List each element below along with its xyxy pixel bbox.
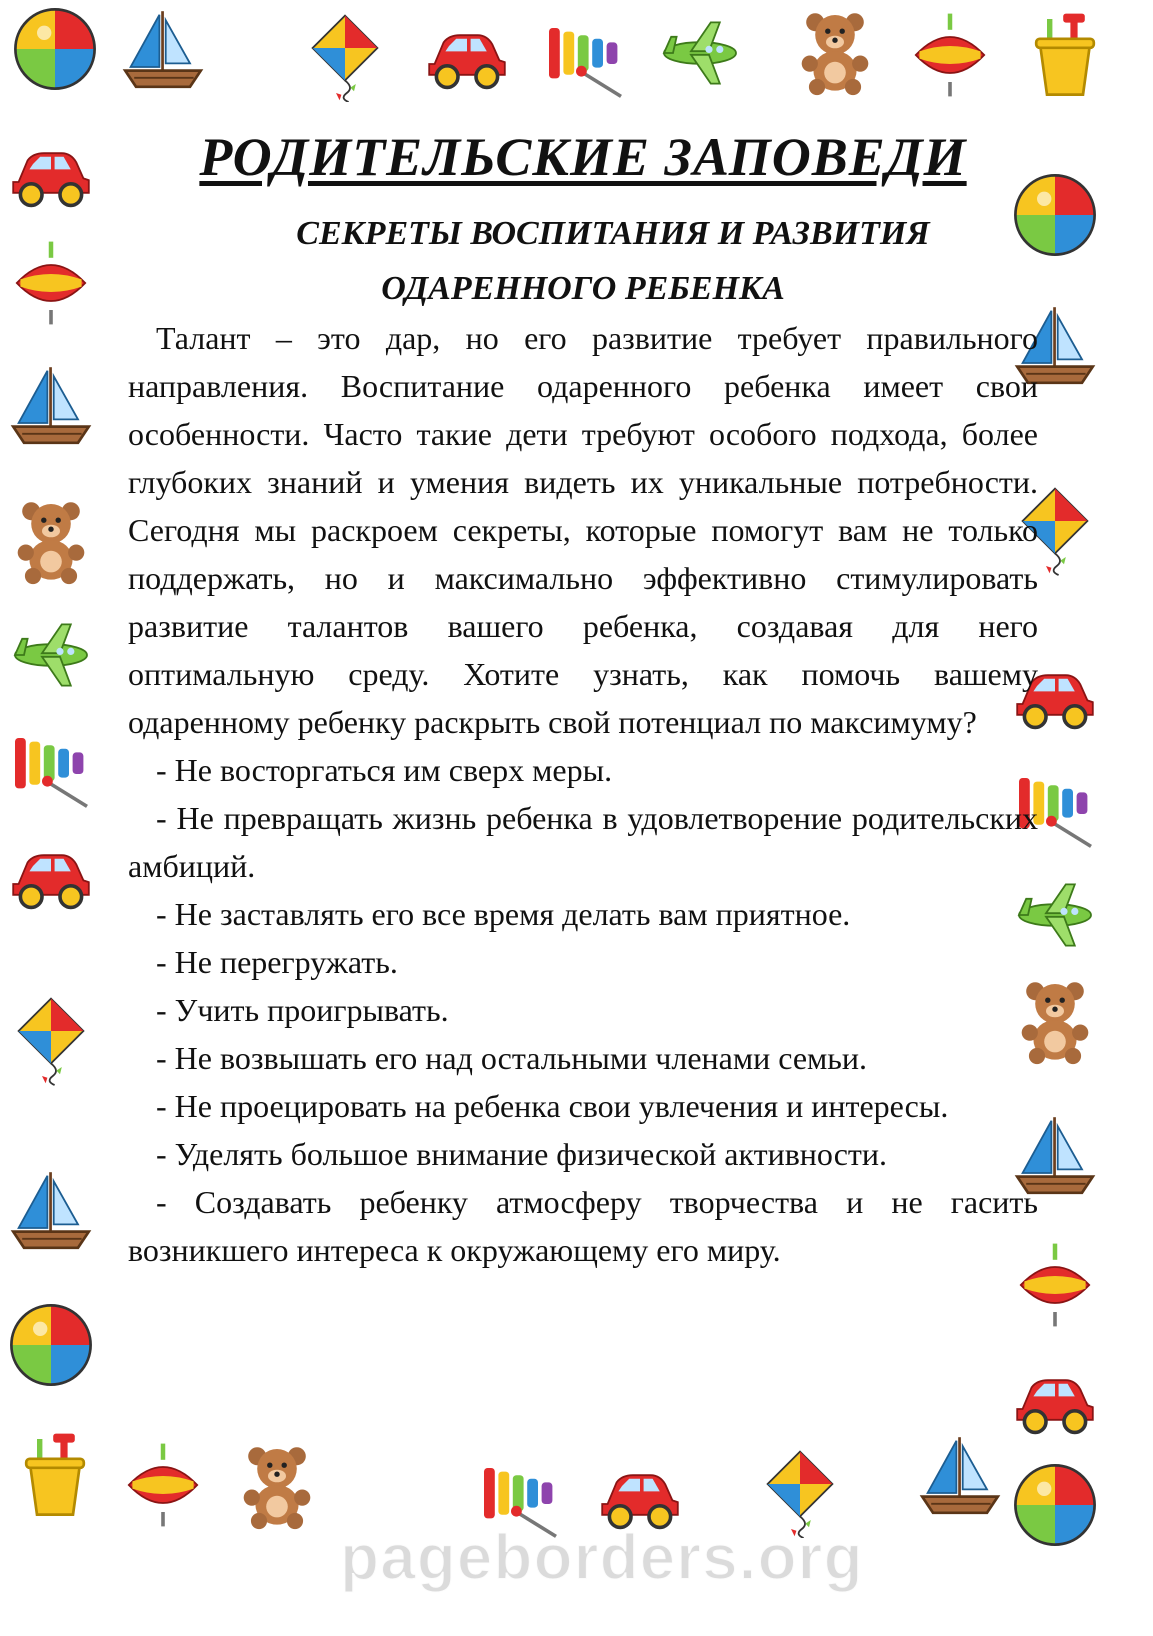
rule-item: - Не проецировать на ребенка свои увлечения и интересы. [156,1087,949,1124]
car-icon [422,10,512,100]
spinning-top-icon [6,238,96,328]
teddy-bear-icon [6,495,96,585]
page-title: РОДИТЕЛЬСКИЕ ЗАПОВЕДИ [199,127,967,187]
rule-item: - Не заставлять его все время делать вам приятное. [156,895,851,932]
rule-item: - Учить проигрывать. [156,991,449,1028]
teddy-bear-icon [232,1440,322,1530]
rules-list [128,746,1038,1274]
page-subtitle-line1: СЕКРЕТЫ ВОСПИТАНИЯ И РАЗВИТИЯ [296,214,930,252]
rule-item: - Не перегружать. [156,943,398,980]
airplane-icon [6,610,96,700]
sailboat-icon [915,1430,1005,1520]
kite-icon [290,12,400,102]
rule-item: - Не превращать жизнь ребенка в удовлетворение родительских амбиций. [128,799,1038,884]
rule-item: - Не возвышать его над остальными членами семьи. [156,1039,867,1076]
document-body [128,125,1038,1274]
ball-icon [10,4,100,94]
kite-icon [6,940,96,1140]
ball-icon [1010,1460,1100,1550]
car-icon [6,830,96,920]
car-icon [6,128,96,218]
car-icon [1010,1355,1100,1445]
sand-bucket-icon [10,1420,100,1530]
sailboat-icon [6,1165,96,1255]
teddy-bear-icon [790,6,880,96]
sailboat-icon [118,4,208,94]
intro-paragraph: Талант – это дар, но его развитие требует правильного направления. Воспитание одаренного ребенка имеет свои особенности. Часто такие дети требуют особого подхода, более глубоких знаний и умения видеть их уникальные потребности. Сегодня мы раскроем секреты, которые помогут вам не только поддержать, но и максимально эффективно стимулировать развитие талантов вашего ребенка, создавая для него оптимальную среду. Хотите узнать, как помочь вашему одаренному ребенку раскрыть свой потенциал по максимуму? [128,319,1038,740]
spinning-top-icon [118,1440,208,1530]
watermark: pageborders.org [340,1521,864,1593]
rule-item: - Не восторгаться им сверх меры. [156,751,613,788]
rule-item: - Уделять большое внимание физической активности. [156,1135,888,1172]
airplane-icon [655,8,745,98]
sailboat-icon [6,360,96,450]
spinning-top-icon [905,10,995,100]
xylophone-icon [6,720,96,810]
xylophone-icon [540,10,630,100]
sand-bucket-icon [1020,10,1110,100]
rule-item: - Создавать ребенку атмосферу творчества и не гасить возникшего интереса к окружающему его миру. [128,1183,1038,1268]
ball-icon [6,1300,96,1390]
page-subtitle-line2: ОДАРЕННОГО РЕБЕНКА [381,269,785,307]
